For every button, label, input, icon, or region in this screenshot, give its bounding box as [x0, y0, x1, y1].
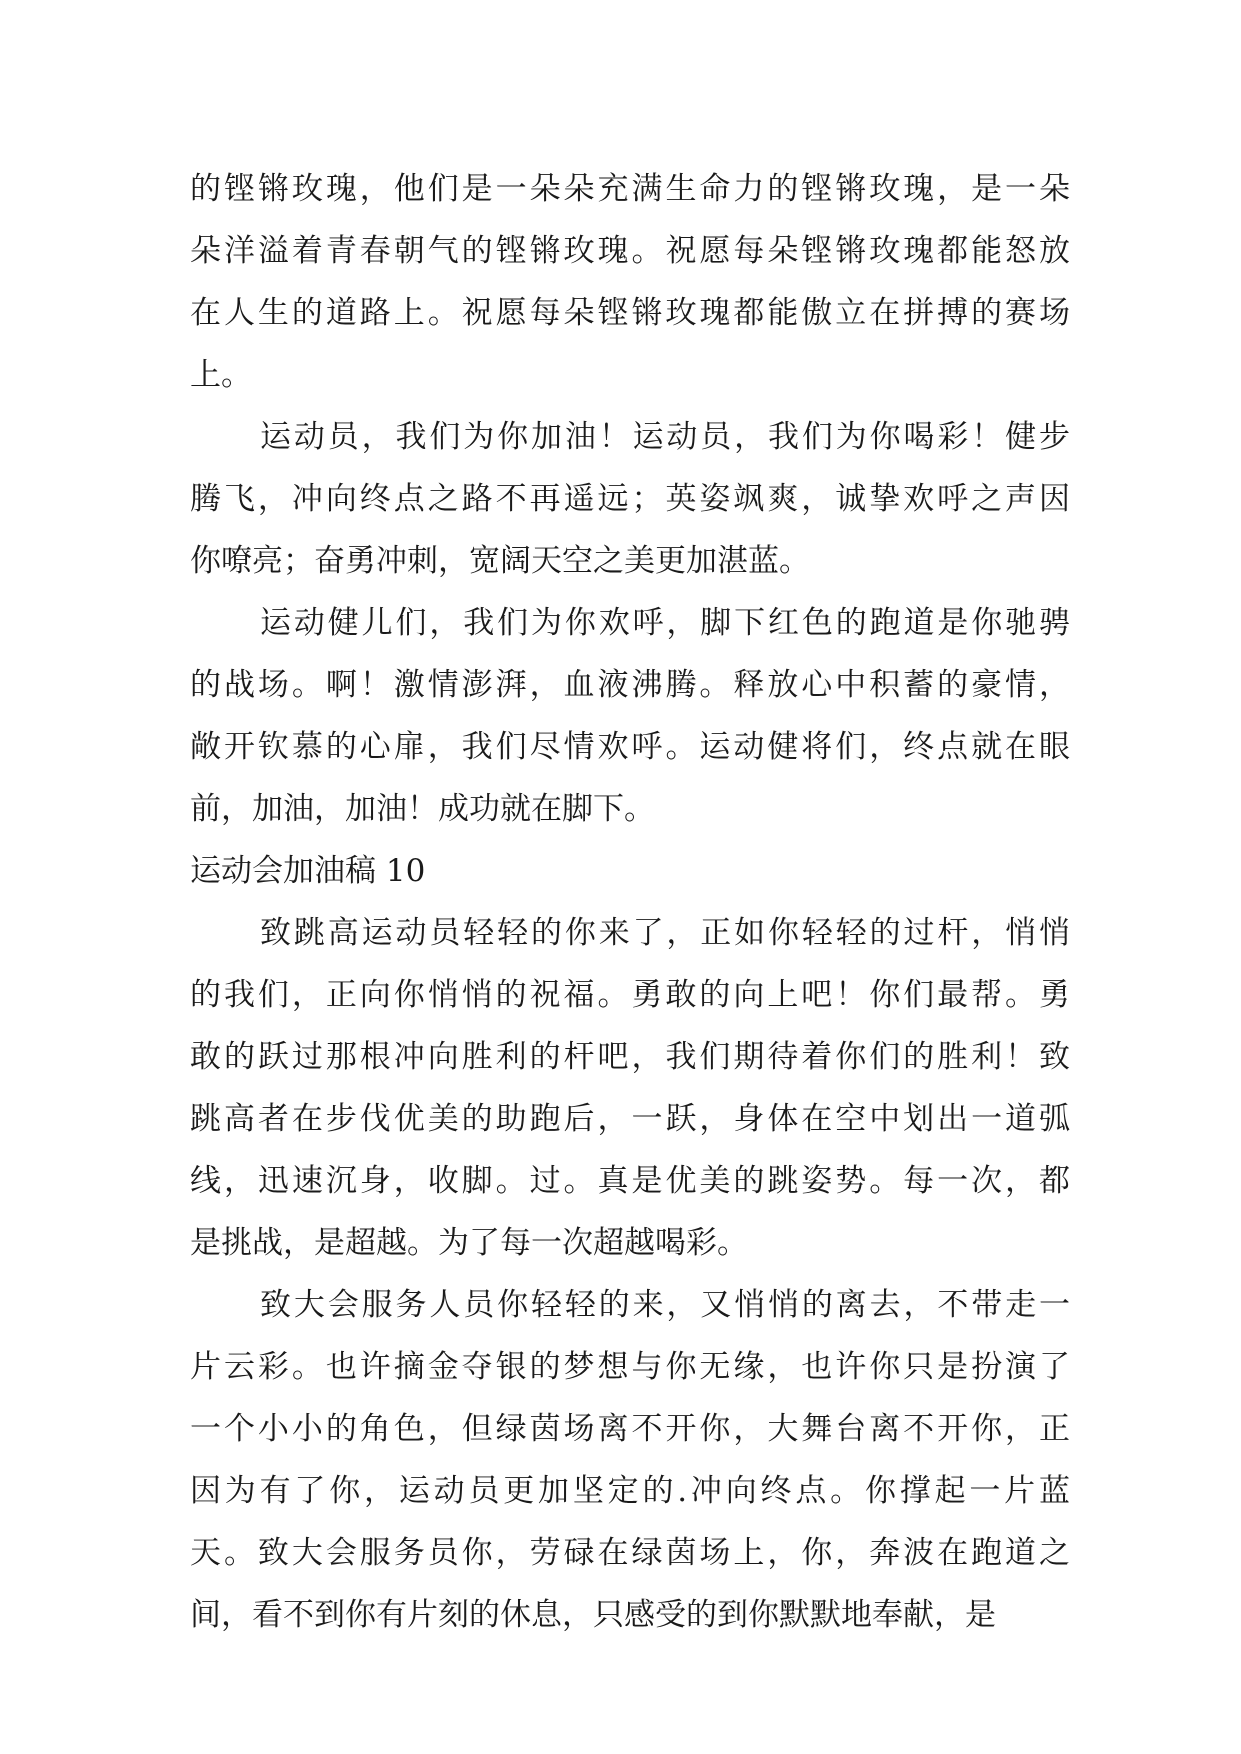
paragraph-line: 因为有了你，运动员更加坚定的.冲向终点。你撑起一片蓝 — [190, 1473, 1070, 1509]
paragraph-line: 天。致大会服务员你，劳碌在绿茵场上，你，奔波在跑道之 — [190, 1535, 1070, 1571]
paragraph-line: 的我们，正向你悄悄的祝福。勇敢的向上吧！你们最帮。勇 — [190, 977, 1070, 1013]
paragraph-line: 你嘹亮；奋勇冲刺，宽阔天空之美更加湛蓝。 — [190, 543, 810, 579]
paragraph-line: 运动健儿们，我们为你欢呼，脚下红色的跑道是你驰骋 — [260, 605, 1070, 641]
section-heading: 运动会加油稿 10 — [190, 853, 426, 889]
paragraph-line: 敢的跃过那根冲向胜利的杆吧，我们期待着你们的胜利！致 — [190, 1039, 1070, 1075]
paragraph-line: 是挑战，是超越。为了每一次超越喝彩。 — [190, 1225, 748, 1261]
paragraph-line: 致大会服务人员你轻轻的来，又悄悄的离去，不带走一 — [260, 1287, 1070, 1323]
paragraph-line: 敞开钦慕的心扉，我们尽情欢呼。运动健将们，终点就在眼 — [190, 729, 1070, 765]
paragraph — [190, 1274, 1070, 1646]
paragraph-line: 的战场。啊！激情澎湃，血液沸腾。释放心中积蓄的豪情， — [190, 667, 1070, 703]
paragraph-line: 运动员，我们为你加油！运动员，我们为你喝彩！健步 — [260, 419, 1070, 455]
paragraph-line: 跳高者在步伐优美的助跑后，一跃，身体在空中划出一道弧 — [190, 1101, 1070, 1137]
paragraph-line: 前，加油，加油！成功就在脚下。 — [190, 791, 655, 827]
paragraph — [190, 592, 1070, 840]
paragraph-line: 腾飞，冲向终点之路不再遥远；英姿飒爽，诚挚欢呼之声因 — [190, 481, 1070, 517]
paragraph-line: 的铿锵玫瑰，他们是一朵朵充满生命力的铿锵玫瑰，是一朵 — [190, 171, 1070, 207]
document-body — [190, 158, 1070, 1646]
paragraph-line: 一个小小的角色，但绿茵场离不开你，大舞台离不开你，正 — [190, 1411, 1070, 1447]
paragraph-line: 片云彩。也许摘金夺银的梦想与你无缘，也许你只是扮演了 — [190, 1349, 1070, 1385]
paragraph — [190, 902, 1070, 1274]
paragraph-line: 朵洋溢着青春朝气的铿锵玫瑰。祝愿每朵铿锵玫瑰都能怒放 — [190, 233, 1070, 269]
paragraph-line: 在人生的道路上。祝愿每朵铿锵玫瑰都能傲立在拼搏的赛场 — [190, 295, 1070, 331]
paragraph-line: 上。 — [190, 357, 252, 393]
paragraph-line: 间，看不到你有片刻的休息，只感受的到你默默地奉献，是 — [190, 1597, 996, 1633]
paragraph — [190, 158, 1070, 406]
paragraph-line: 致跳高运动员轻轻的你来了，正如你轻轻的过杆，悄悄 — [260, 915, 1070, 951]
paragraph — [190, 406, 1070, 592]
paragraph-line: 线，迅速沉身，收脚。过。真是优美的跳姿势。每一次，都 — [190, 1163, 1070, 1199]
